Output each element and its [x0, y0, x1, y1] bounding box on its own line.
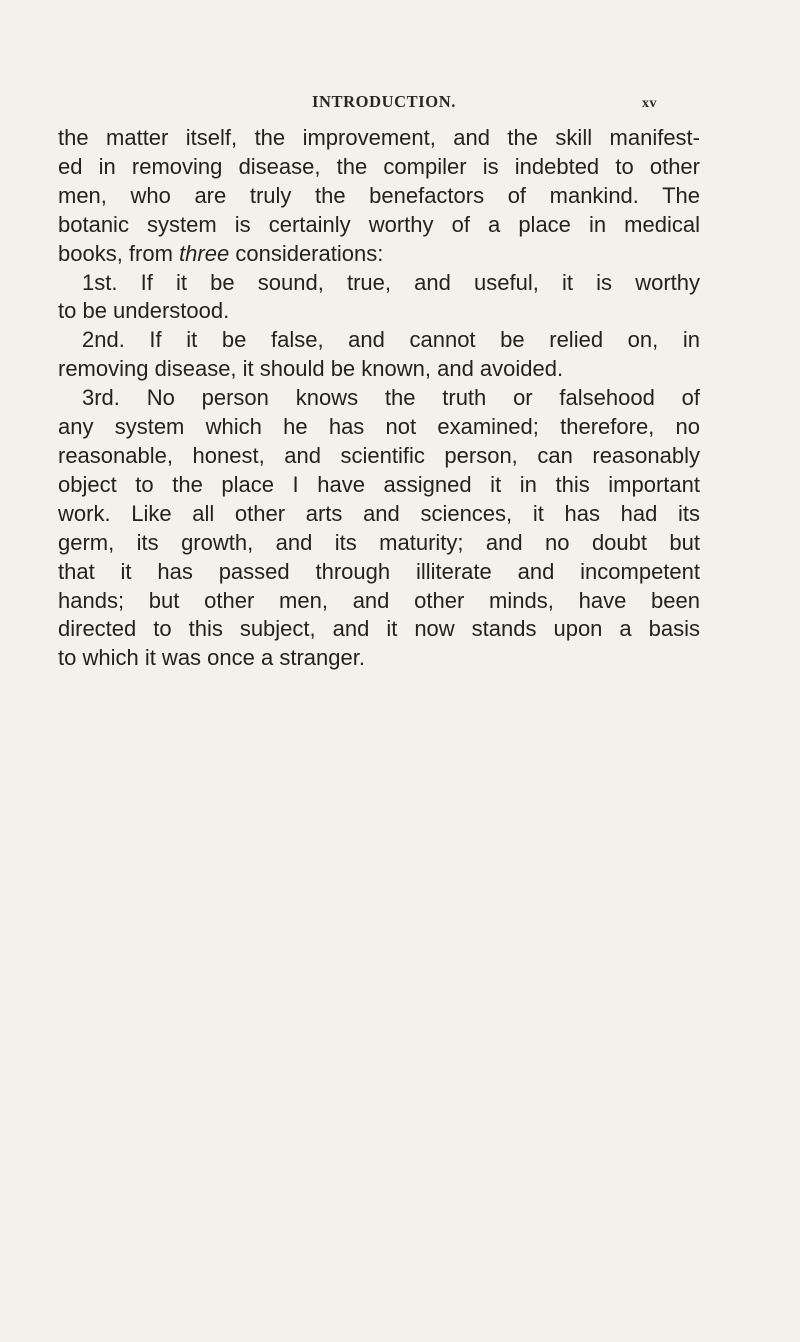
body-text — [58, 124, 700, 673]
text-line: men, who are truly the benefactors of mankind. The — [58, 182, 700, 208]
text-line: object to the place I have assigned it in this important — [58, 471, 700, 497]
text-line: that it has passed through illiterate and incompetent — [58, 558, 700, 584]
italic-emphasis: three — [179, 240, 230, 266]
numbered-item-3: 3rd. No person knows the truth or falsehood of — [82, 385, 700, 411]
text-line: hands; but other men, and other minds, have been — [58, 587, 700, 613]
text-line — [58, 240, 700, 269]
numbered-item-2: 2nd. If it be false, and cannot be relied on, in — [82, 327, 700, 353]
text-line: directed to this subject, and it now stands upon a basis — [58, 616, 700, 642]
text-line: the matter itself, the improvement, and the skill manifest- — [58, 125, 700, 150]
text-line: germ, its growth, and its maturity; and no doubt but — [58, 529, 700, 555]
running-title: INTRODUCTION. — [312, 92, 456, 111]
text-run: considerations: — [235, 240, 384, 266]
text-line: botanic system is certainly worthy of a place in medical — [58, 211, 700, 237]
text-run: books, from — [58, 240, 173, 266]
text-line: to which it was once a stranger. — [58, 645, 365, 671]
text-line: ed in removing disease, the compiler is indebted to other — [58, 153, 700, 179]
text-line: work. Like all other arts and sciences, it has had its — [58, 500, 700, 526]
text-line: to be understood. — [58, 298, 230, 324]
running-header — [0, 92, 800, 116]
numbered-item-1: 1st. If it be sound, true, and useful, it is worthy — [82, 269, 700, 295]
text-line: reasonable, honest, and scientific person, can reasonably — [58, 442, 700, 468]
text-line: any system which he has not examined; therefore, no — [58, 414, 700, 440]
text-line: removing disease, it should be known, and avoided. — [58, 356, 564, 382]
page-number: xv — [642, 96, 657, 111]
